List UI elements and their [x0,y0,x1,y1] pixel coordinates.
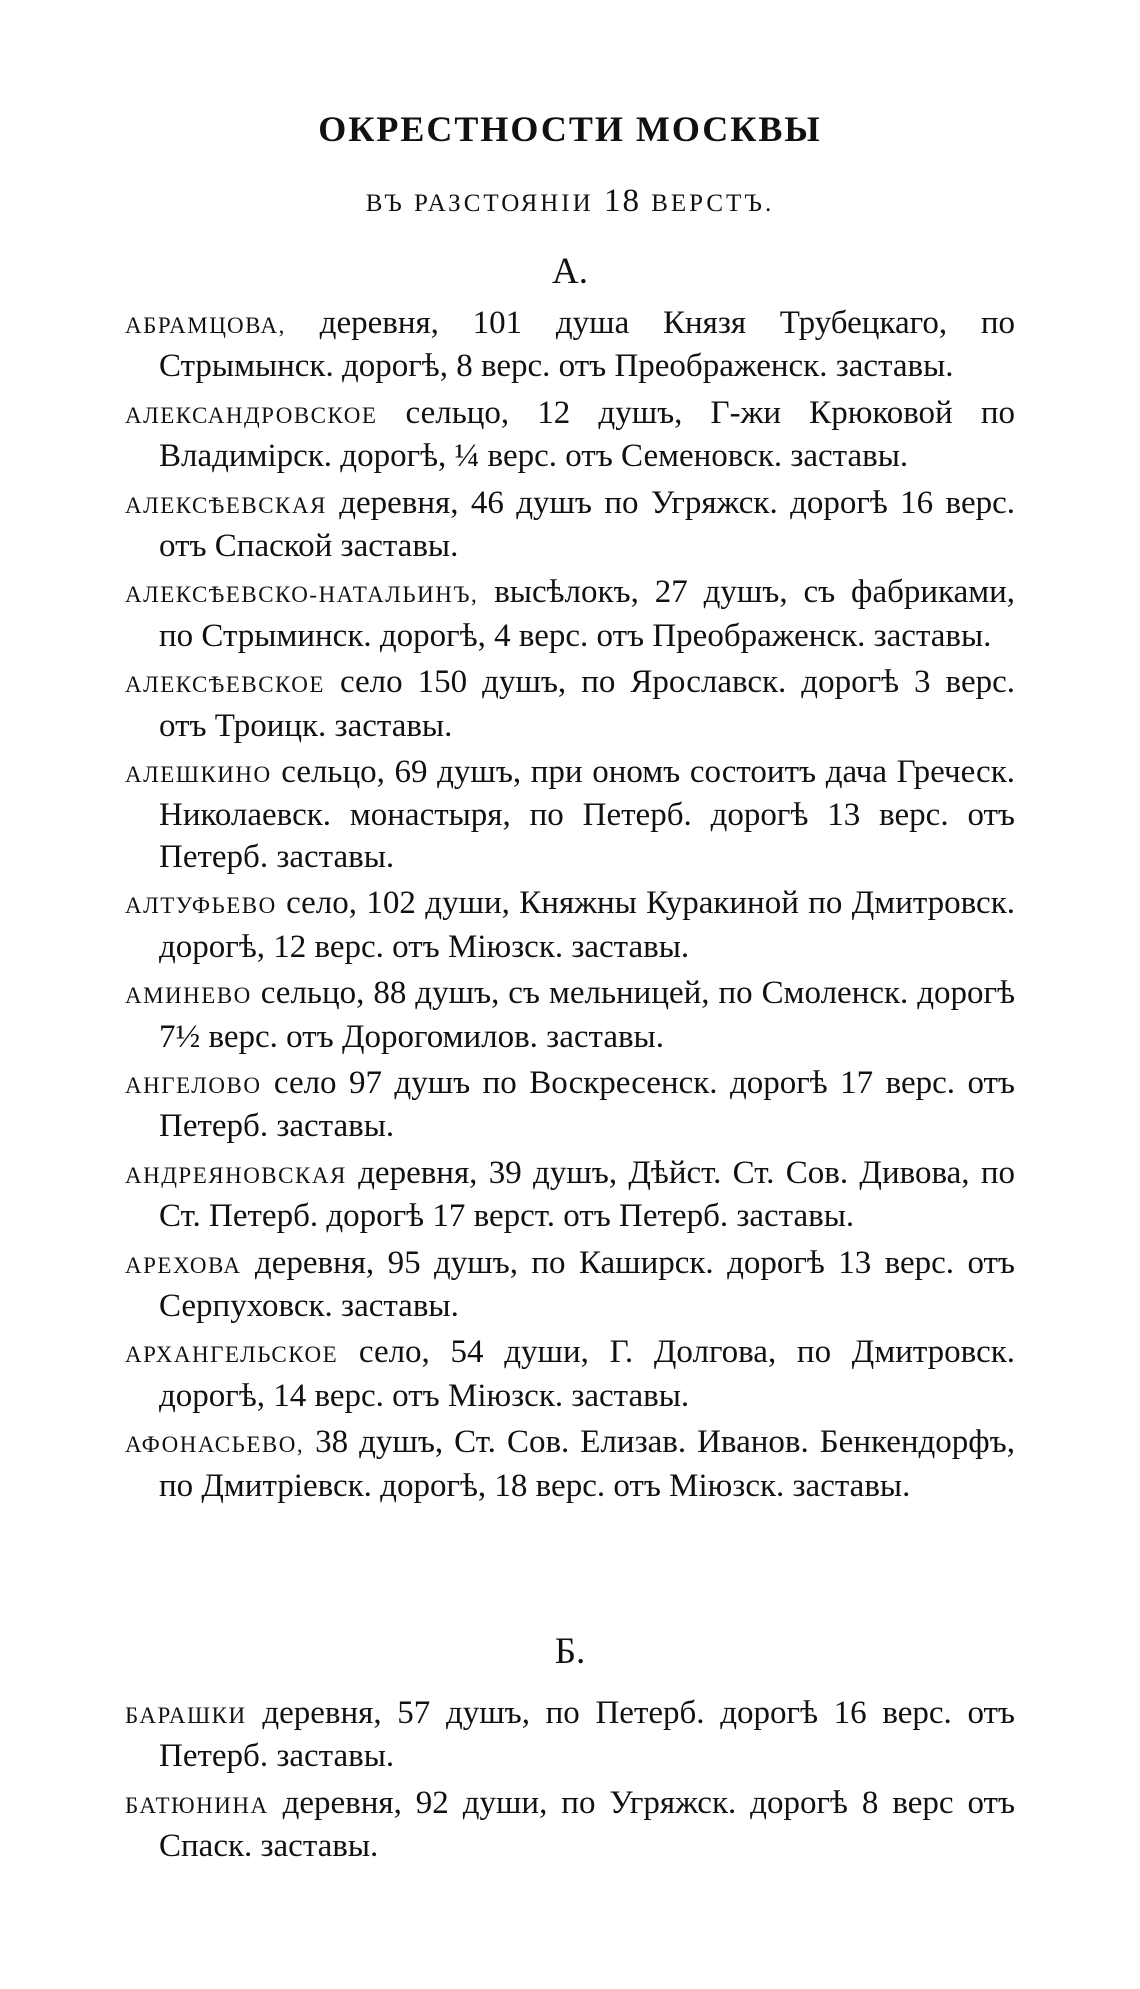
entry-alekseevskoe [125,662,1015,747]
entry-arkhangelskoe [125,1332,1015,1417]
entry-name: АРЕХОВА [125,1252,242,1278]
entry-name: АЛЕКСАНДРОВСКОЕ [125,402,378,428]
entry-text: село 150 душъ, по Ярославск. дорогѣ 3 верс. отъ Троицк. заставы. [159,664,1015,744]
entry-name: АЛЕШКИНО [125,762,272,788]
entry-andreyanovskaya [125,1153,1015,1238]
section-b-entries [125,1693,1015,1873]
entry-name: АРХАНГЕЛЬСКОЕ [125,1342,339,1368]
entry-altufevo [125,883,1015,968]
subtitle-suffix: ВЕРСТЪ. [651,190,775,217]
entry-text: деревня, 46 душъ по Угряжск. дорогѣ 16 верс. отъ Спаской заставы. [159,484,1015,565]
subtitle-number: 18 [603,183,641,219]
entry-name: АФОНАСЬЕВО, [125,1432,305,1458]
entry-name: АНДРЕЯНОВСКАЯ [125,1162,347,1188]
entry-name: АЛЕКСѢЕВСКОЕ [125,672,325,698]
entry-aminevo [125,973,1015,1058]
entry-name: АБРАМЦОВА, [125,313,286,338]
entry-barashki [125,1693,1015,1778]
entry-text: село 97 душъ по Воскресенск. дорогѣ 17 верс. отъ Петерб. заставы. [159,1064,1016,1145]
entry-name: АЛЕКСѢЕВСКАЯ [125,492,327,518]
entry-name: АЛЕКСѢЕВСКО-НАТАЛЬИНЪ, [125,582,479,608]
entry-text: 38 душъ, Ст. Сов. Елизав. Иванов. Бенкендорфъ, по Дмитріевск. дорогѣ, 18 верс. отъ Міюзск. заставы. [159,1424,1015,1504]
entry-text: деревня, 57 душъ, по Петерб. дорогѣ 16 верс. отъ Петерб. заставы. [159,1695,1016,1775]
entry-text: село, 102 души, Княжны Куракиной по Дмитровск. дорогѣ, 12 верс. отъ Міюзск. заставы. [159,885,1015,965]
entry-text: село, 54 души, Г. Долгова, по Дмитровск. дорогѣ, 14 верс. отъ Міюзск. заставы. [159,1334,1016,1414]
entry-text: сельцо, 69 душъ, при ономъ состоитъ дача Греческ. Николаевск. монастыря, по Петерб. дорогѣ 13 верс. отъ Петерб. заставы. [159,754,1015,875]
entry-name: БАРАШКИ [125,1703,247,1728]
entry-aleshkino [125,752,1015,878]
entry-name: АЛТУФЬЕВО [125,893,277,919]
entry-batyunina [125,1783,1015,1868]
entry-name: АНГЕЛОВО [125,1072,262,1098]
entry-text: сельцо, 12 душъ, Г-жи Крюковой по Владимірск. дорогѣ, ¼ верс. отъ Семеновск. заставы. [159,394,1015,475]
entry-name: БАТЮНИНА [125,1792,269,1818]
entry-angelovo [125,1063,1015,1148]
entry-alekseevsko-natalin [125,572,1015,657]
entry-text: деревня, 95 душъ, по Каширск. дорогѣ 13 верс. отъ Серпуховск. заставы. [159,1244,1015,1324]
entry-text: деревня, 39 душъ, Дѣйст. Ст. Сов. Дивова, по Ст. Петерб. дорогѣ 17 верст. отъ Петерб. заставы. [159,1154,1015,1235]
section-letter-a: А. [552,251,588,292]
entry-abramtsova [125,303,1015,388]
entry-text: деревня, 101 душа Князя Трубецкаго, по Стрымынск. дорогѣ, 8 верс. отъ Преображенск. заставы. [159,305,1016,385]
entry-name: АМИНЕВО [125,983,252,1009]
entry-text: сельцо, 88 душъ, съ мельницей, по Смоленск. дорогѣ 7½ верс. отъ Дорогомилов. заставы. [159,975,1015,1055]
section-a-entries [125,303,1015,1512]
entry-arekhova [125,1243,1015,1328]
subtitle-prefix: ВЪ РАЗСТОЯНІИ [365,190,594,217]
entry-text: деревня, 92 души, по Угряжск. дорогѣ 8 верс отъ Спаск. заставы. [159,1784,1016,1865]
page-subtitle [0,183,1140,220]
entry-afonasevo [125,1422,1015,1507]
section-letter-b: Б. [554,1631,586,1672]
entry-alekseevskaya [125,483,1015,568]
page-title: ОКРЕСТНОСТИ МОСКВЫ [318,109,822,149]
entry-text: высѣлокъ, 27 душъ, съ фабриками, по Стрыминск. дорогѣ, 4 верс. отъ Преображенск. заставы. [159,574,1016,654]
entry-aleksandrovskoe [125,393,1015,478]
